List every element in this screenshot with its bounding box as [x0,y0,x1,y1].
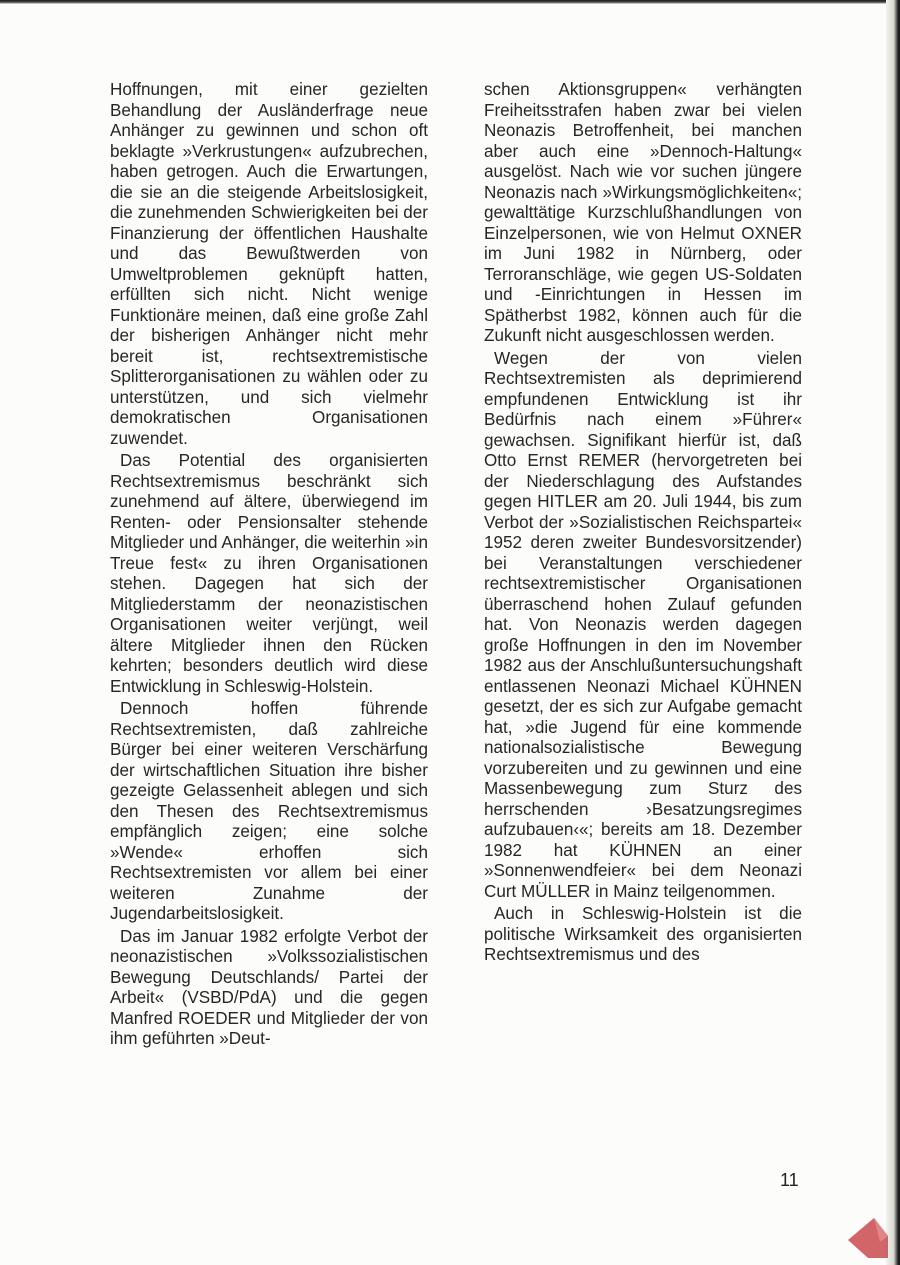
corner-tab-icon [844,1214,890,1260]
paragraph: Das im Januar 1982 erfolgte Verbot der neonazistischen »Volkssozialistischen Bewegung Deutschlands/ Partei der Arbeit« (VSBD/PdA) und die gegen Manfred ROEDER und Mitglieder der von ihm geführten »Deut- [110,926,428,1048]
paragraph: Dennoch hoffen führende Rechtsextremisten, daß zahlreiche Bürger bei einer weiteren Verschärfung der wirtschaftlichen Situation ihre bisher gezeigte Gelassenheit ablegen und sich den Thesen des Rechtsextremismus empfänglich zeigen; eine solche »Wende« erhoffen sich Rechtsextremisten vor allem bei einer weiteren Zunahme der Jugendarbeitslosigkeit. [110,699,428,923]
page-number: 11 [780,1170,799,1190]
paragraph: Hoffnungen, mit einer gezielten Behandlung der Ausländerfrage neue Anhänger zu gewinnen und schon oft beklagte »Verkrustungen« aufzubrechen, haben getrogen. Auch die Erwartungen, die sie an die steigende Arbeitslosigkeit, die zunehmenden Schwierigkeiten bei der Finanzierung der öffentlichen Haushalte und das Bewußtwerden von Umweltproblemen geknüpft hatten, erfüllten sich nicht. Nicht wenige Funktionäre meinen, daß eine große Zahl der bisherigen Anhänger nicht mehr bereit ist, rechtsextremistische Splitterorganisationen zu wählen oder zu unterstützen, und sich vielmehr demokratischen Organisationen zuwendet. [110,80,428,448]
paragraph: Auch in Schleswig-Holstein ist die politische Wirksamkeit des organisierten Rechtsextremismus und des [484,904,802,964]
paragraph: Wegen der von vielen Rechtsextremisten als deprimierend empfundenen Entwicklung ist ihr Bedürfnis nach einem »Führer« gewachsen. Signifikant hierfür ist, daß Otto Ernst REMER (hervorgetreten bei der Niederschlagung des Aufstandes gegen HITLER am 20. Juli 1944, bis zum Verbot der »Sozialistischen Reichspartei« 1952 deren zweiter Bundesvorsitzender) bei Veranstaltungen verschiedener rechtsextremistischer Organisationen überraschend hohen Zulauf gefunden hat. Von Neonazis werden dagegen große Hoffnungen in den im November 1982 aus der Anschlußuntersuchungshaft entlassenen Neonazi Michael KÜHNEN gesetzt, der es sich zur Aufgabe gemacht hat, »die Jugend für eine kommende nationalsozialistische Bewegung vorzubereiten und zu gewinnen und eine Massenbewegung zum Sturz des herrschenden ›Besatzungsregimes aufzubauen‹«; bereits am 18. Dezember 1982 hat KÜHNEN an einer »Sonnenwendfeier« bei dem Neonazi Curt MÜLLER in Mainz teilgenommen. [484,348,802,901]
paragraph: schen Aktionsgruppen« verhängten Freiheitsstrafen haben zwar bei vielen Neonazis Betroffenheit, bei manchen aber auch eine »Dennoch-Haltung« ausgelöst. Nach wie vor suchen jüngere Neonazis nach »Wirkungsmöglichkeiten«; gewalttätige Kurzschlußhandlungen von Einzelpersonen, wie von Helmut OXNER im Juni 1982 in Nürnberg, oder Terroranschläge, wie gegen US-Soldaten und -Einrichtungen in Hessen im Spätherbst 1982, können auch für die Zukunft nicht ausgeschlossen werden. [484,80,802,345]
paragraph: Das Potential des organisierten Rechtsextremismus beschränkt sich zunehmend auf ältere, überwiegend im Renten- oder Pensionsalter stehende Mitglieder und Anhänger, die weiterhin »in Treue fest« zu ihren Organisationen stehen. Dagegen hat sich der Mitgliederstamm der neonazistischen Organisationen weiter verjüngt, weil ältere Mitglieder ihnen den Rücken kehrten; besonders deutlich wird diese Entwicklung in Schleswig-Holstein. [110,451,428,696]
text-column-left [110,80,428,1050]
page-right-edge [886,0,900,1265]
page-top-edge [0,0,900,4]
text-column-right [484,80,802,966]
